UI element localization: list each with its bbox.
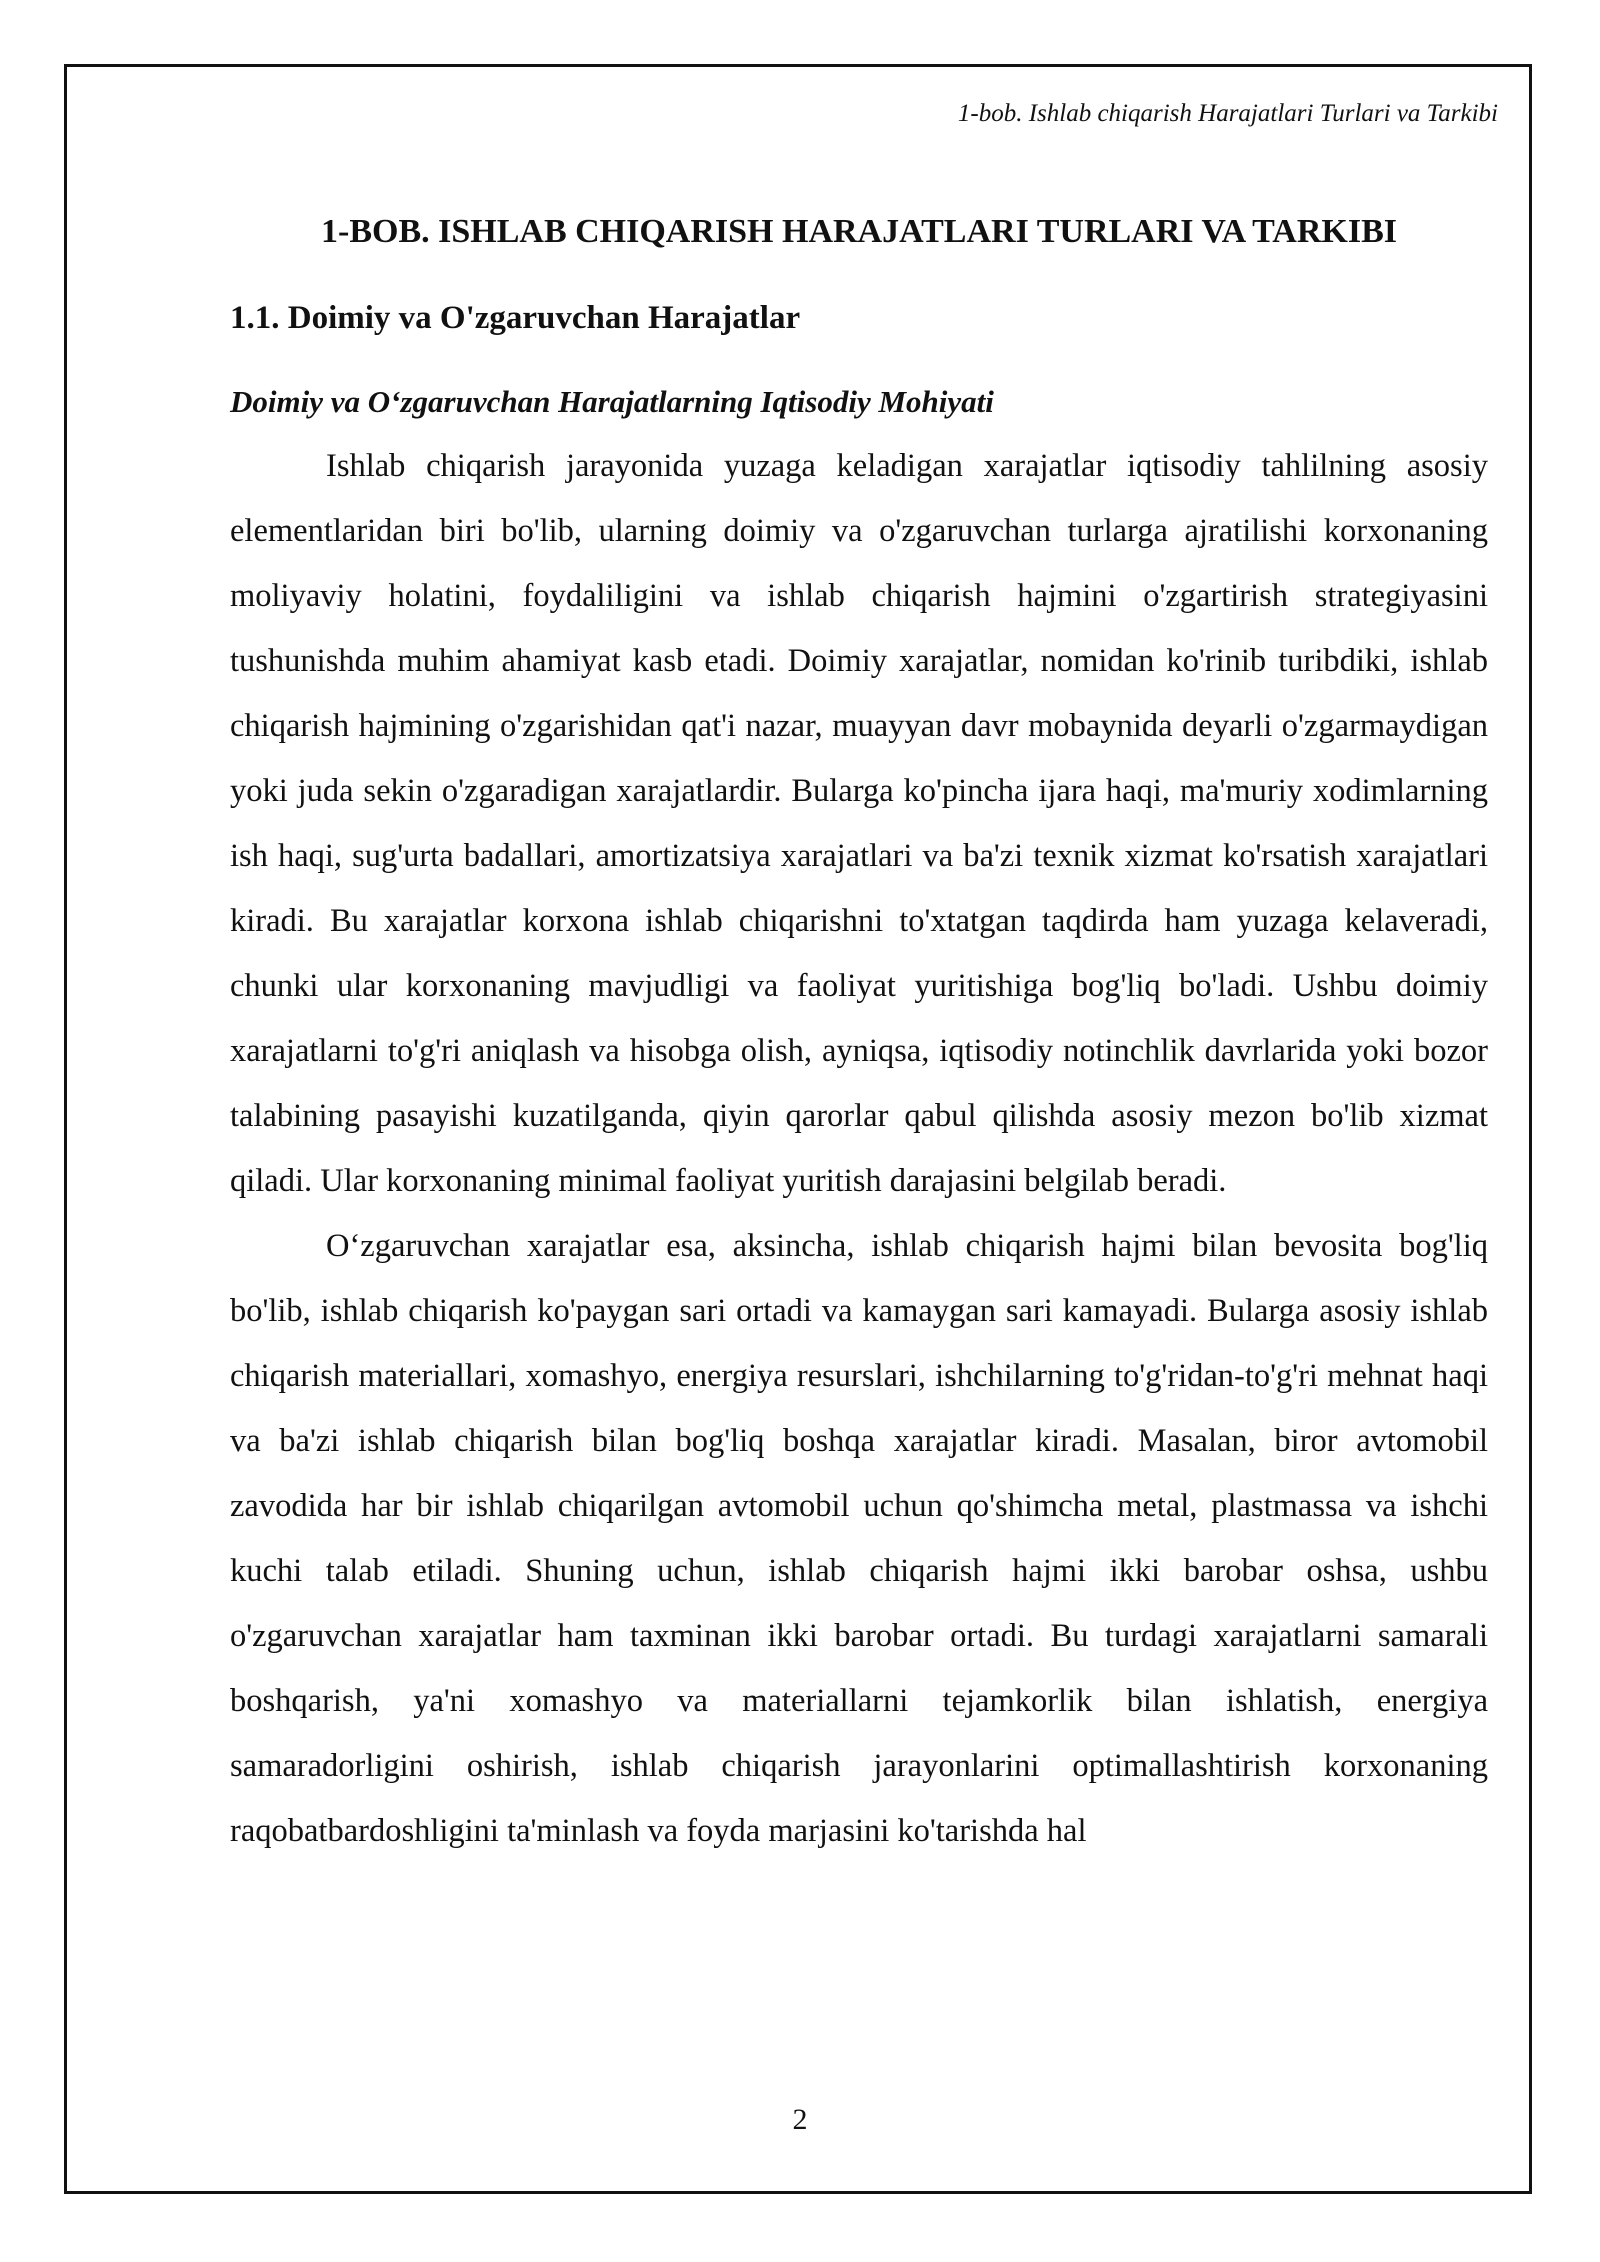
- subsection-title: Doimiy va O‘zgaruvchan Harajatlarning Iqtisodiy Mohiyati: [230, 384, 994, 419]
- chapter-title: 1-BOB. ISHLAB CHIQARISH HARAJATLARI TURLARI VA TARKIBI: [321, 213, 1397, 250]
- running-header: 1-bob. Ishlab chiqarish Harajatlari Turlari va Tarkibi: [957, 100, 1498, 127]
- section-title: 1.1. Doimiy va O'zgaruvchan Harajatlar: [230, 300, 801, 336]
- page-number: 2: [792, 2103, 808, 2136]
- body-paragraph: O‘zgaruvchan xarajatlar esa, aksincha, ishlab chiqarish hajmi bilan bevosita bog'liq bo'lib, ishlab chiqarish ko'paygan sari ortadi va kamaygan sari kamayadi. Bularga asosiy ishlab chiqarish materiallari, xomashyo, energiya resurslari, ishchilarning to'g'ridan-to'g'ri mehnat haqi va ba'zi ishlab chiqarish bilan bog'liq boshqa xarajatlar kiradi. Masalan, biror avtomobil zavodida har bir ishlab chiqarilgan avtomobil uchun qo'shimcha metal, plastmassa va ishchi kuchi talab etiladi. Shuning uchun, ishlab chiqarish hajmi ikki barobar oshsa, ushbu o'zgaruvchan xarajatlar ham taxminan ikki barobar ortadi. Bu turdagi xarajatlarni samarali boshqarish, ya'ni xomashyo va materiallarni tejamkorlik bilan ishlatish, energiya samaradorligini oshirish, ishlab chiqarish jarayonlarini optimallashtirish korxonaning raqobatbardoshligini ta'minlash va foyda marjasini ko'tarishda hal: [230, 1228, 1488, 1849]
- page-content: [230, 210, 1488, 1864]
- body-paragraph: Ishlab chiqarish jarayonida yuzaga keladigan xarajatlar iqtisodiy tahlilning asosiy elementlaridan biri bo'lib, ularning doimiy va o'zgaruvchan turlarga ajratilishi korxonaning moliyaviy holatini, foydaliligini va ishlab chiqarish hajmini o'zgartirish strategiyasini tushunishda muhim ahamiyat kasb etadi. Doimiy xarajatlar, nomidan ko'rinib turibdiki, ishlab chiqarish hajmining o'zgarishidan qat'i nazar, muayyan davr mobaynida deyarli o'zgarmaydigan yoki juda sekin o'zgaradigan xarajatlardir. Bularga ko'pincha ijara haqi, ma'muriy xodimlarning ish haqi, sug'urta badallari, amortizatsiya xarajatlari va ba'zi texnik xizmat ko'rsatish xarajatlari kiradi. Bu xarajatlar korxona ishlab chiqarishni to'xtatgan taqdirda ham yuzaga kelaveradi, chunki ular korxonaning mavjudligi va faoliyat yuritishiga bog'liq bo'ladi. Ushbu doimiy xarajatlarni to'g'ri aniqlash va hisobga olish, ayniqsa, iqtisodiy notinchlik davrlarida yoki bozor talabining pasayishi kuzatilganda, qiyin qarorlar qabul qilishda asosiy mezon bo'lib xizmat qiladi. Ular korxonaning minimal faoliyat yuritish darajasini belgilab beradi.: [230, 448, 1488, 1199]
